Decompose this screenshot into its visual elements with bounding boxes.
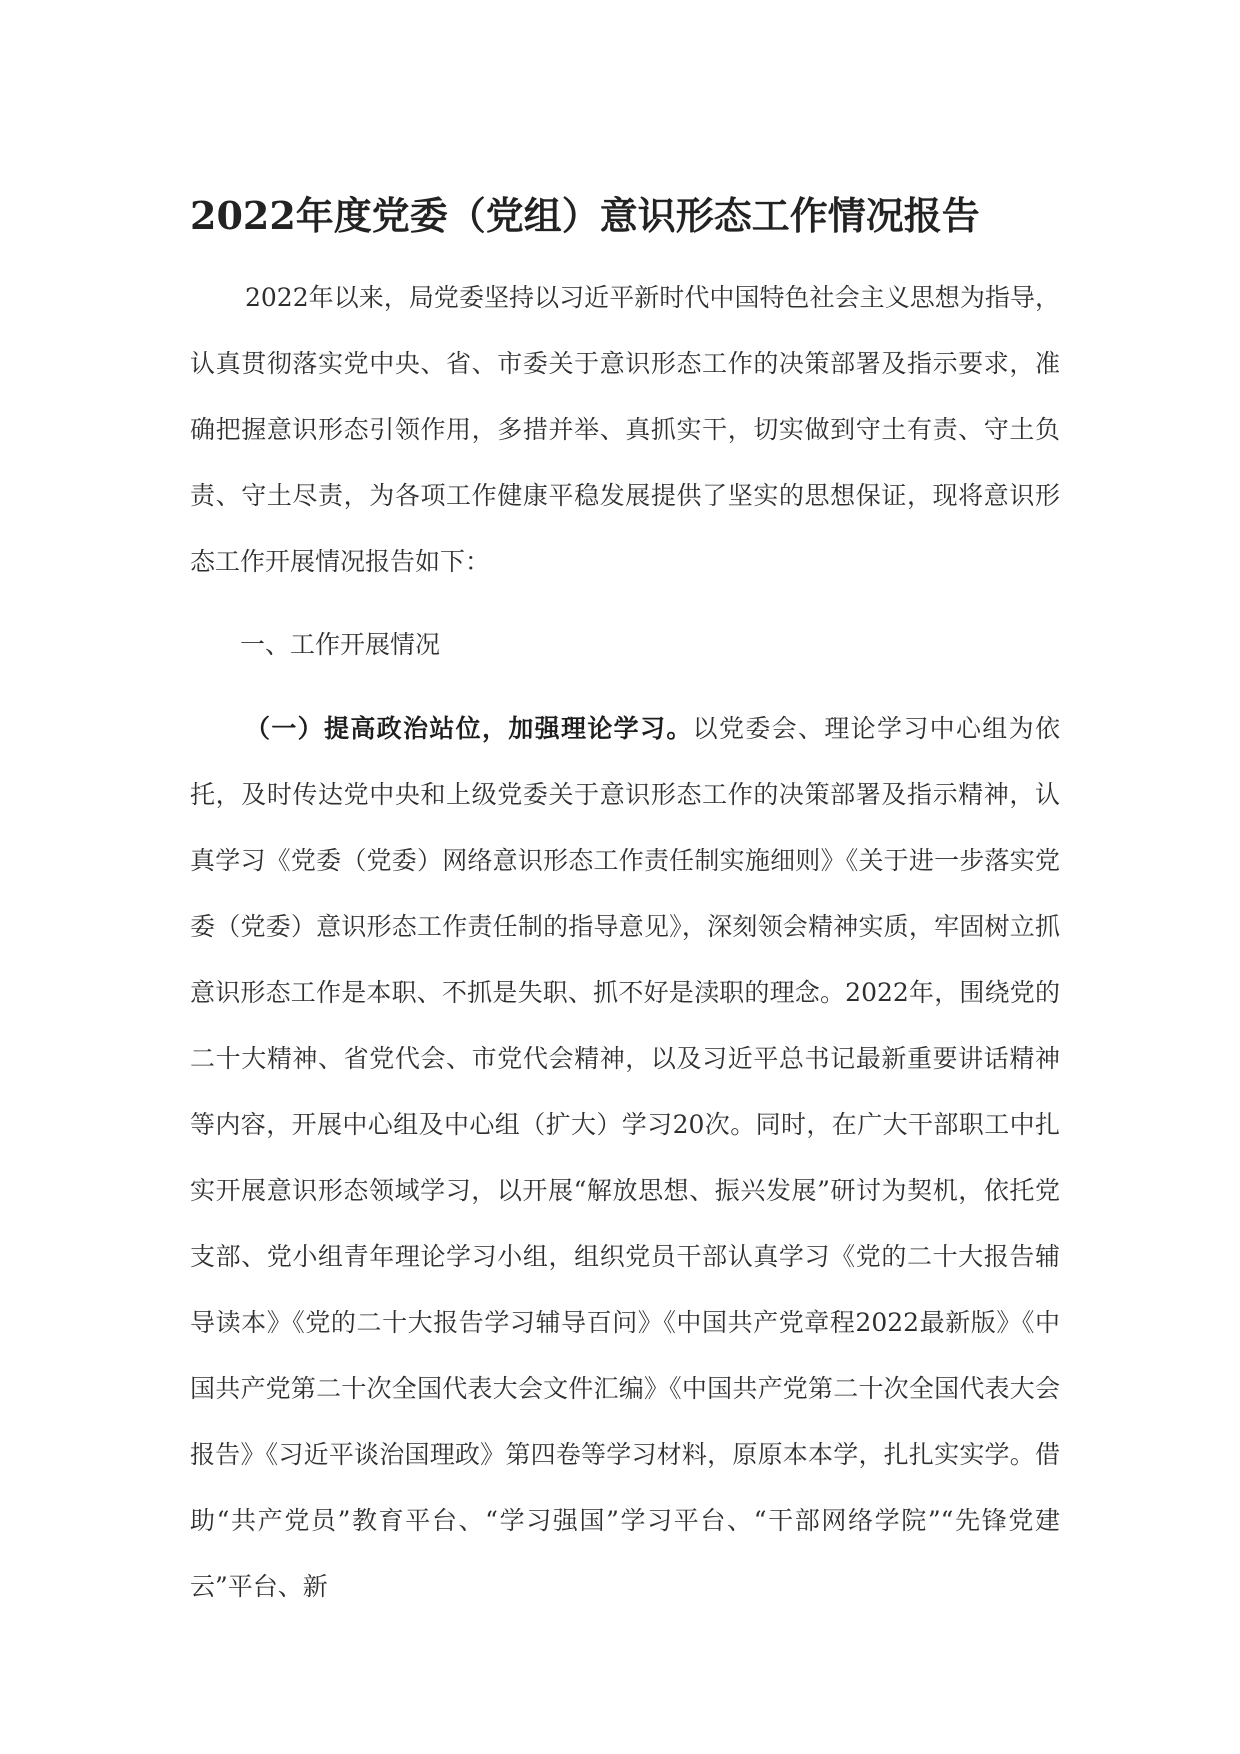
paragraph-1-body: 以党委会、理论学习中心组为依托，及时传达党中央和上级党委关于意识形态工作的决策部署及指示精神，认真学习《党委（党委）网络意识形态工作责任制实施细则》《关于进一步落实党委（党委）意识形态工作责任制的指导意见》，深刻领会精神实质，牢固树立抓意识形态工作是本职、不抓是失职、抓不好是渎职的理念。2022年，围绕党的二十大精神、省党代会、市党代会精神，以及习近平总书记最新重要讲话精神等内容，开展中心组及中心组（扩大）学习20次。同时，在广大干部职工中扎实开展意识形态领域学习，以开展“解放思想、振兴发展”研讨为契机，依托党支部、党小组青年理论学习小组，组织党员干部认真学习《党的二十大报告辅导读本》《党的二十大报告学习辅导百问》《中国共产党章程2022最新版》《中国共产党第二十次全国代表大会文件汇编》《中国共产党第二十次全国代表大会报告》《习近平谈治国理政》第四卷等学习材料，原原本本学，扎扎实实学。借助“共产党员”教育平台、“学习强国”学习平台、“干部网络学院”“先锋党建云”平台、新 (190, 714, 1060, 1601)
document-title: 2022年度党委（党组）意识形态工作情况报告 (190, 193, 980, 238)
paragraph-1-lead: （一）提高政治站位，加强理论学习。 (245, 714, 693, 743)
intro-paragraph: 2022年以来，局党委坚持以习近平新时代中国特色社会主义思想为指导，认真贯彻落实党中央、省、市委关于意识形态工作的决策部署及指示要求，准确把握意识形态引领作用，多措并举、真抓实干，切实做到守土有责、守土负责、守土尽责，为各项工作健康平稳发展提供了坚实的思想保证，现将意识形态工作开展情况报告如下： (190, 283, 1060, 576)
section-heading-1: 一、工作开展情况 (240, 630, 441, 659)
paragraph-1 (190, 696, 1060, 1620)
